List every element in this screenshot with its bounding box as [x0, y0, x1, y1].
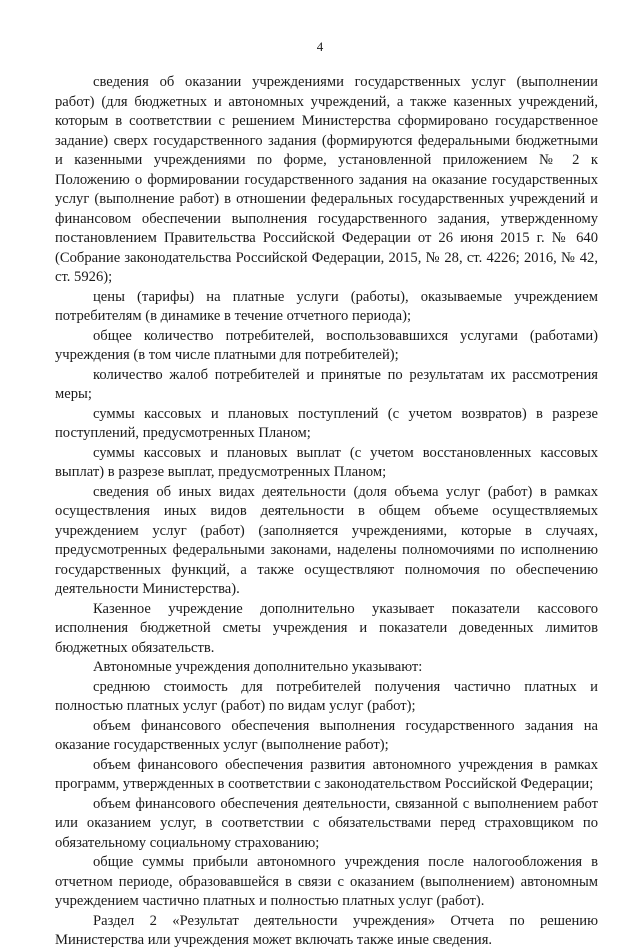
- paragraph: среднюю стоимость для потребителей получения частично платных и полностью платных услуг (работ) по видам услуг (работ);: [55, 678, 598, 714]
- paragraph: количество жалоб потребителей и принятые по результатам их рассмотрения меры;: [55, 366, 598, 402]
- paragraph: Казенное учреждение дополнительно указывает показатели кассового исполнения бюджетной сметы учреждения и показатели доведенных лимитов бюджетных обязательств.: [55, 600, 598, 656]
- paragraph: объем финансового обеспечения деятельности, связанной с выполнением работ или оказанием услуг, в соответствии с обязательствами перед страховщиком по обязательному социальному страхованию;: [55, 795, 598, 851]
- paragraph: общее количество потребителей, воспользовавшихся услугами (работами) учреждения (в том числе платными для потребителей);: [55, 327, 598, 363]
- paragraph: суммы кассовых и плановых выплат (с учетом восстановленных кассовых выплат) в разрезе выплат, предусмотренных Планом;: [55, 444, 598, 480]
- paragraph: сведения об иных видах деятельности (доля объема услуг (работ) в рамках осуществления иных видов деятельности в общем объеме осуществляемых учреждением услуг (работ) (заполняется учреждениями, которые в случаях, предусмотренных федеральными законами, наделены полномочиями по исполнению государственных функций, а также осуществляют полномочия по обеспечению деятельности Министерства).: [55, 483, 598, 597]
- paragraph: цены (тарифы) на платные услуги (работы), оказываемые учреждением потребителям (в динамике в течение отчетного периода);: [55, 288, 598, 324]
- paragraph: объем финансового обеспечения развития автономного учреждения в рамках программ, утвержденных в соответствии с законодательством Российской Федерации;: [55, 756, 598, 792]
- page-number: 4: [316, 39, 324, 54]
- paragraph: Раздел 2 «Результат деятельности учреждения» Отчета по решению Министерства или учреждения может включать также иные сведения.: [55, 912, 598, 948]
- paragraph: сведения об оказании учреждениями государственных услуг (выполнении работ) (для бюджетных и автономных учреждений, а также казенных учреждений, которым в соответствии с решением Министерства сформировано государственное задание) сверх государственного задания (формируются федеральными бюджетными и казенными учреждениями по форме, установленной приложением № 2 к Положению о формировании государственного задания на оказание государственных услуг (выполнение работ) в отношении федеральных государственных учреждений и финансовом обеспечении выполнения государственного задания, утвержденному постановлением Правительства Российской Федерации от 26 июня 2015 г. № 640 (Собрание законодательства Российской Федерации, 2015, № 28, ст. 4226; 2016, № 42, ст. 5926);: [55, 74, 598, 285]
- paragraph: Автономные учреждения дополнительно указывают:: [93, 659, 423, 675]
- document-body: [55, 73, 598, 951]
- paragraph: суммы кассовых и плановых поступлений (с учетом возвратов) в разрезе поступлений, предусмотренных Планом;: [55, 405, 598, 441]
- paragraph: объем финансового обеспечения выполнения государственного задания на оказание государственных услуг (выполнение работ);: [55, 717, 598, 753]
- paragraph: общие суммы прибыли автономного учреждения после налогообложения в отчетном периоде, образовавшейся в связи с оказанием (выполнением) автономным учреждением частично платных и полностью платных услуг (работ).: [55, 854, 598, 909]
